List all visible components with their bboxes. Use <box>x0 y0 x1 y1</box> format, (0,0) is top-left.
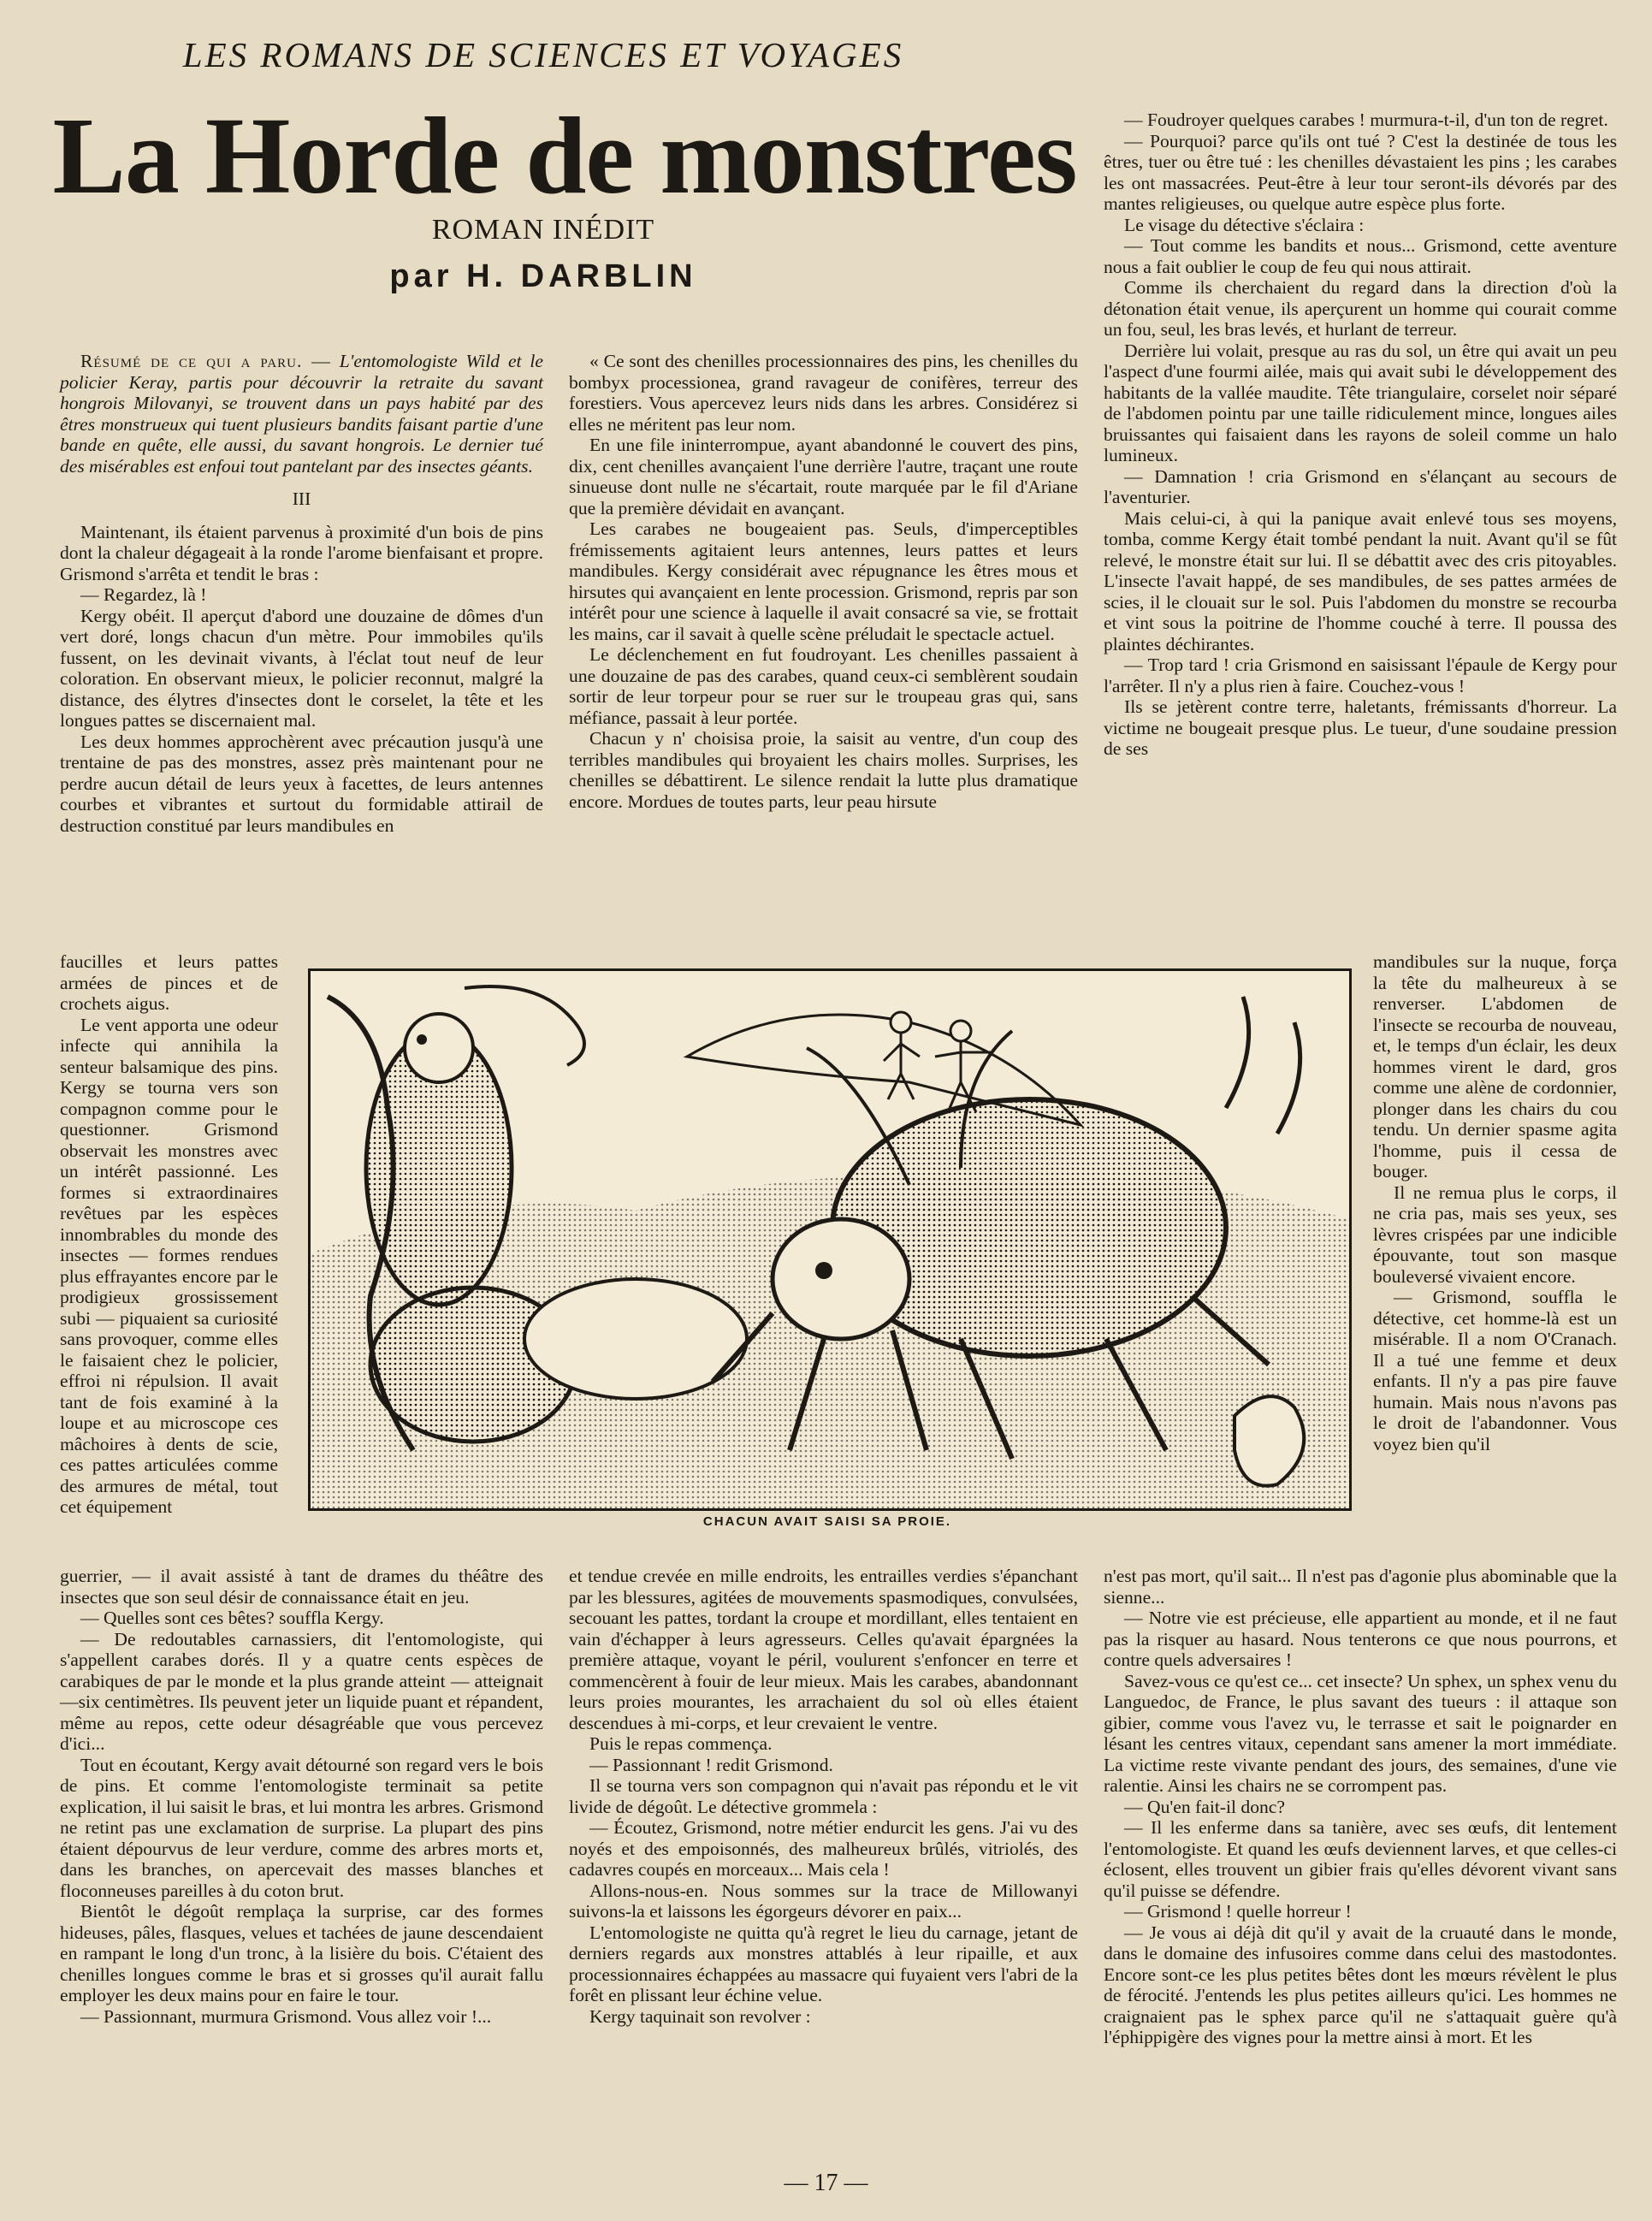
paragraph: Chacun y n' choisisa proie, la saisit au ventre, d'un coup des terribles mandibules qui broyaient les chairs molles. Surprises, les chenilles se débattirent. Le silence rendait la lutte plus dramatique encore. Mordues de toutes parts, leur peau hirsute <box>569 728 1078 812</box>
paragraph: — Qu'en fait-il donc? <box>1124 1796 1285 1817</box>
paragraph: « Ce sont des chenilles processionnaires des pins, les chenilles du bombyx processionea, grand ravageur de conifères, terreur des forestiers. Vous apercevez leurs nids dans les arbres. Considérez si elles ne méritent pas leur nom. <box>569 351 1078 435</box>
paragraph: Puis le repas commença. <box>589 1733 773 1754</box>
paragraph: Les deux hommes approchèrent avec précaution jusqu'à une trentaine de pas des monstres, assez près maintenant pour ne perdre aucun détail de leurs yeux à facettes, de leurs antennes courbes et vibrantes et surtout du formidable attirail de destruction constitué par leurs mandibules en <box>60 731 543 836</box>
paragraph: Il se tourna vers son compagnon qui n'avait pas répondu et le vit livide de dégoût. Le détective grommela : <box>569 1775 1078 1817</box>
paragraph: Le visage du détective s'éclaira : <box>1124 214 1365 235</box>
paragraph: — Damnation ! cria Grismond en s'élançant au secours de l'aventurier. <box>1104 465 1617 507</box>
paragraph: — Passionnant, murmura Grismond. Vous allez voir !... <box>80 2005 492 2027</box>
column-2-bottom <box>569 1566 1078 2027</box>
paragraph: — Trop tard ! cria Grismond en saisissant l'épaule de Kergy pour l'arrêter. Il n'y a plus rien à faire. Couchez-vous ! <box>1104 654 1617 696</box>
paragraph: Savez-vous ce qu'est ce... cet insecte? Un sphex, un sphex venu du Languedoc, de France, le plus savant des tueurs : il attaque son gibier, comme vous l'avez vu, le terrasse et sait le poignarder en lésant les centres vitaux, cependant sans amener la mort immédiate. La victime reste vivante pendant des jours, des semaines, d'une vie ralentie. Ainsi les chairs ne se corrompent pas. <box>1104 1670 1617 1796</box>
story-title: La Horde de monstres <box>52 95 1077 216</box>
paragraph: — Grismond, souffla le détective, cet homme-là est un misérable. Il a nom O'Cranach. Il a tué une femme et deux enfants. Il n'y a pas pire fauve humain. Mais nous n'avons pas le droit de l'abandonner. Vous voyez bien qu'il <box>1373 1287 1617 1454</box>
paragraph: faucilles et leurs pattes armées de pinces et de crochets aigus. <box>60 951 278 1014</box>
summary-text: L'entomologiste Wild et le policier Keray, partis pour découvrir la retraite du savant hongrois Milovanyi, se trouvent dans un pays habité par des êtres monstrueux qui tuent plusieurs bandits faisant partie d'une bande en quête, elle aussi, du savant hongrois. Le dernier tué des misérables est enfoui tout pantelant par des insectes géants. <box>60 351 544 477</box>
paragraph: — Je vous ai déjà dit qu'il y avait de la cruauté dans le monde, dans le domaine des infusoires comme dans celui des mastodontes. Encore sont-ce les plus petites bêtes dont les mœurs révèlent le plus de férocité. J'entends les plus petites ailleurs qu'ici. Les hommes ne craignaient pas le sphex parce qu'il ne s'attaquait guère qu'à l'éphippigère des vignes pour la mettre ainsi à mort. Et les <box>1104 1922 1617 2047</box>
paragraph: Le vent apporta une odeur infecte qui annihila la senteur balsamique des pins. Kergy se tourna vers son compagnon comme pour le questionner. Grismond observait les monstres avec un intérêt passionné. Les formes si extraordinaires revêtues par les espèces innombrables du monde des insectes — formes rendues plus effrayantes encore par le prodigieux grossissement subi — piquaient sa curiosité sans provoquer, comme elles le faisaient chez le policier, effroi ni répulsion. Il avait tant de fois examiné à la loupe et au microscope ces mâchoires à dents de scie, ces pattes articulées comme des armures de métal, tout cet équipement <box>60 1014 278 1517</box>
paragraph: Allons-nous-en. Nous sommes sur la trace de Millowanyi suivons-la et laissons les égorgeurs dévorer en paix... <box>569 1880 1078 1922</box>
paragraph: — Passionnant ! redit Grismond. <box>589 1754 833 1775</box>
column-1-narrow <box>60 951 278 1518</box>
paragraph: Les carabes ne bougeaient pas. Seuls, d'imperceptibles frémissements agitaient leurs antennes, leurs pattes et leurs mandibules. Kergy considérait avec répugnance les êtres mous et hirsutes qui avançaient en lente procession. Grismond, repris par son intérêt pour une science à laquelle il avait consacré sa vie, se frottait les mains, car il savait à quelle scène préludait le spectacle actuel. <box>569 518 1078 644</box>
column-1-bottom <box>60 1566 543 2027</box>
paragraph: Derrière lui volait, presque au ras du sol, un être qui avait un peu l'aspect d'une fourmi ailée, mais qui avait subi le développement des habitants de la vallée maudite. Tête triangulaire, corselet noir séparé de l'abdomen pointu par une taille ridiculement mince, longues ailes bruissantes qui faisaient dans les rayons de soleil comme un halo lumineux. <box>1104 340 1617 465</box>
chapter-number: III <box>292 489 311 509</box>
paragraph: — Pourquoi? parce qu'ils ont tué ? C'est la destinée de tous les êtres, tuer ou être tué : les chenilles dévastaient les pins ; les carabes les ont massacrées. Peut-être à leur tour seront-ils dévorés par des mantes religieuses, ou quelque autre espèce plus forte. <box>1104 130 1617 214</box>
story-subtitle: ROMAN INÉDIT <box>431 214 655 246</box>
paragraph: En une file ininterrompue, ayant abandonné le couvert des pins, dix, cent chenilles avançaient l'une derrière l'autre, traçant une route sinueuse dont nulle ne s'écartait, route marquée par le fil d'Ariane que la première dévidait en avançant. <box>569 435 1078 518</box>
summary-label: Résumé de ce qui a paru. — <box>80 351 331 371</box>
paragraph: Bientôt le dégoût remplaça la surprise, car des formes hideuses, pâles, flasques, velues et tachées de jaune descendaient en rampant le long d'un tronc, à la lisière du bois. C'étaient des chenilles longues comme le bras et si grosses qu'il aurait fallu employer les deux mains pour en faire le tour. <box>60 1901 543 2005</box>
paragraph: — Grismond ! quelle horreur ! <box>1124 1901 1352 1922</box>
paragraph: L'entomologiste ne quitta qu'à regret le lieu du carnage, jetant de derniers regards aux monstres attablés à leur ripaille, et aux processionnaires échappées au massacre qui fuyaient vers l'abri de la forêt en plissant leur échine velue. <box>569 1922 1078 2005</box>
paragraph: Tout en écoutant, Kergy avait détourné son regard vers le bois de pins. Et comme l'entomologiste terminait sa petite explication, il lui saisit le bras, et lui montra les arbres. Grismond ne retint pas une exclamation de surprise. La plupart des pins étaient dépourvus de leur verdure, comme des arbres morts et, dans les branches, on apercevait des masses blanches et floconneuses pareilles à du coton brut. <box>60 1754 543 1901</box>
illustration-giant-beetles <box>308 968 1352 1511</box>
paragraph: Comme ils cherchaient du regard dans la direction d'où la détonation était venue, ils aperçurent un homme qui courait comme un fou, seul, les bras levés, et hurlant de terreur. <box>1104 277 1617 340</box>
series-header: LES ROMANS DE SCIENCES ET VOYAGES <box>182 35 904 74</box>
paragraph: Mais celui-ci, à qui la panique avait enlevé tous ses moyens, tomba, comme Kergy était tombé pendant la nuit. Avant qu'il se fût relevé, le monstre était sur lui. Il se débattit avec des cris pitoyables. L'insecte l'avait happé, de ses mandibules, de ses pattes armées de scies, il le clouait sur le sol. Puis l'abdomen du monstre se recourba et vint sous la poitrine de l'homme couché à terre. Il poussa des plaintes déchirantes. <box>1104 507 1617 654</box>
paragraph: — Écoutez, Grismond, notre métier endurcit les gens. J'ai vu des noyés et des empoisonnés, des malheureux brûlés, vitriolés, des cadavres coupés en morceaux... Mais cela ! <box>569 1817 1078 1880</box>
paragraph: — Quelles sont ces bêtes? souffla Kergy. <box>80 1608 384 1628</box>
column-1-top <box>60 351 543 836</box>
column-3-bottom <box>1104 1566 1617 2048</box>
paragraph: et tendue crevée en mille endroits, les entrailles verdies s'épanchant par les blessures, agitées de mouvements spasmodiques, convulsées, secouant les pattes, tordant la croupe et mordillant, elles tentaient en vain d'échapper à leurs agresseurs. Celles qu'avait épargnées la première attaque, voyant le péril, voulurent s'enfoncer en terre et commencèrent à fouir de leur mieux. Mais les carabes, abandonnant leurs proies mourantes, les arrachaient du sol où elles étaient descendues à mi-corps, et leur crevaient le ventre. <box>569 1566 1078 1733</box>
paragraph: Il ne remua plus le corps, il ne cria pas, mais ses yeux, ses lèvres crispées par une indicible épouvante, tout son masque bouleversé vivaient encore. <box>1373 1182 1617 1287</box>
paragraph: Maintenant, ils étaient parvenus à proximité d'un bois de pins dont la chaleur dégageait à la ronde l'arome bienfaisant et propre. Grismond s'arrêta et tendit le bras : <box>60 521 543 584</box>
summary-paragraph <box>60 351 543 477</box>
paragraph: — Tout comme les bandits et nous... Grismond, cette aventure nous a fait oublier le coup de feu qui nous attirait. <box>1104 235 1617 277</box>
paragraph: guerrier, — il avait assisté à tant de drames du théâtre des insectes que son seul désir de connaissance était en jeu. <box>60 1566 543 1608</box>
paragraph: Le déclenchement en fut foudroyant. Les chenilles passaient à une douzaine de pas des carabes, quand ceux-ci semblèrent soudain sortir de leur torpeur pour se ruer sur le troupeau gras qui, sans méfiance, passait à leur portée. <box>569 644 1078 728</box>
illustration-caption: CHACUN AVAIT SAISI SA PROIE. <box>702 1514 952 1529</box>
paragraph: Kergy obéit. Il aperçut d'abord une douzaine de dômes d'un vert doré, longs chacun d'un mètre. Pour immobiles qu'ils fussent, on les devinait vivants, à l'éclat tout neuf de leur coloration. En observant mieux, le policier reconnut, malgré la distance, des élytres d'insectes dont le corselet, la tête et les longues pattes se discernaient mal. <box>60 605 543 731</box>
column-2-top <box>569 351 1078 812</box>
author-byline: par H. DARBLIN <box>389 258 697 294</box>
column-3-narrow <box>1373 951 1617 1454</box>
column-3-top <box>1104 110 1617 760</box>
paragraph: — Foudroyer quelques carabes ! murmura-t-il, d'un ton de regret. <box>1124 110 1608 130</box>
paragraph: — Notre vie est précieuse, elle appartient au monde, et il ne faut pas la risquer au hasard. Nous tenterons ce que nous pourrons, et contre quels adversaires ! <box>1104 1608 1617 1670</box>
paragraph: n'est pas mort, qu'il sait... Il n'est pas d'agonie plus abominable que la sienne... <box>1104 1566 1617 1608</box>
paragraph: Kergy taquinait son revolver : <box>589 2005 811 2027</box>
paragraph: — Regardez, là ! <box>80 584 207 605</box>
paragraph: mandibules sur la nuque, força la tête du malheureux à se renverser. L'abdomen de l'insecte se recourba de nouveau, et, le temps d'un éclair, les deux hommes virent le dard, gros comme une alène de cordonnier, plonger dans les chairs du cou tendu. Un dernier spasme agita l'homme, puis il cessa de bouger. <box>1373 951 1617 1182</box>
paragraph: Ils se jetèrent contre terre, haletants, frémissants d'horreur. La victime ne bougeait presque plus. Le tueur, d'une soudaine pression de ses <box>1104 696 1617 759</box>
page-number: — 17 — <box>784 2170 868 2196</box>
paragraph: — Il les enferme dans sa tanière, avec ses œufs, dit lentement l'entomologiste. Et quand les œufs deviennent larves, et que celles-ci éclosent, elles trouvent un gibier frais qu'elles dévorent vivant sans qu'il puisse se défendre. <box>1104 1817 1617 1901</box>
paragraph: — De redoutables carnassiers, dit l'entomologiste, qui s'appellent carabes dorés. Il y a quatre cents espèces de carabiques de par le monde et la plus grande atteint — atteignait —six centimètres. Ils peuvent jeter un liquide puant et répandent, même au repos, cette odeur désagréable que vous percevez d'ici... <box>60 1628 543 1754</box>
